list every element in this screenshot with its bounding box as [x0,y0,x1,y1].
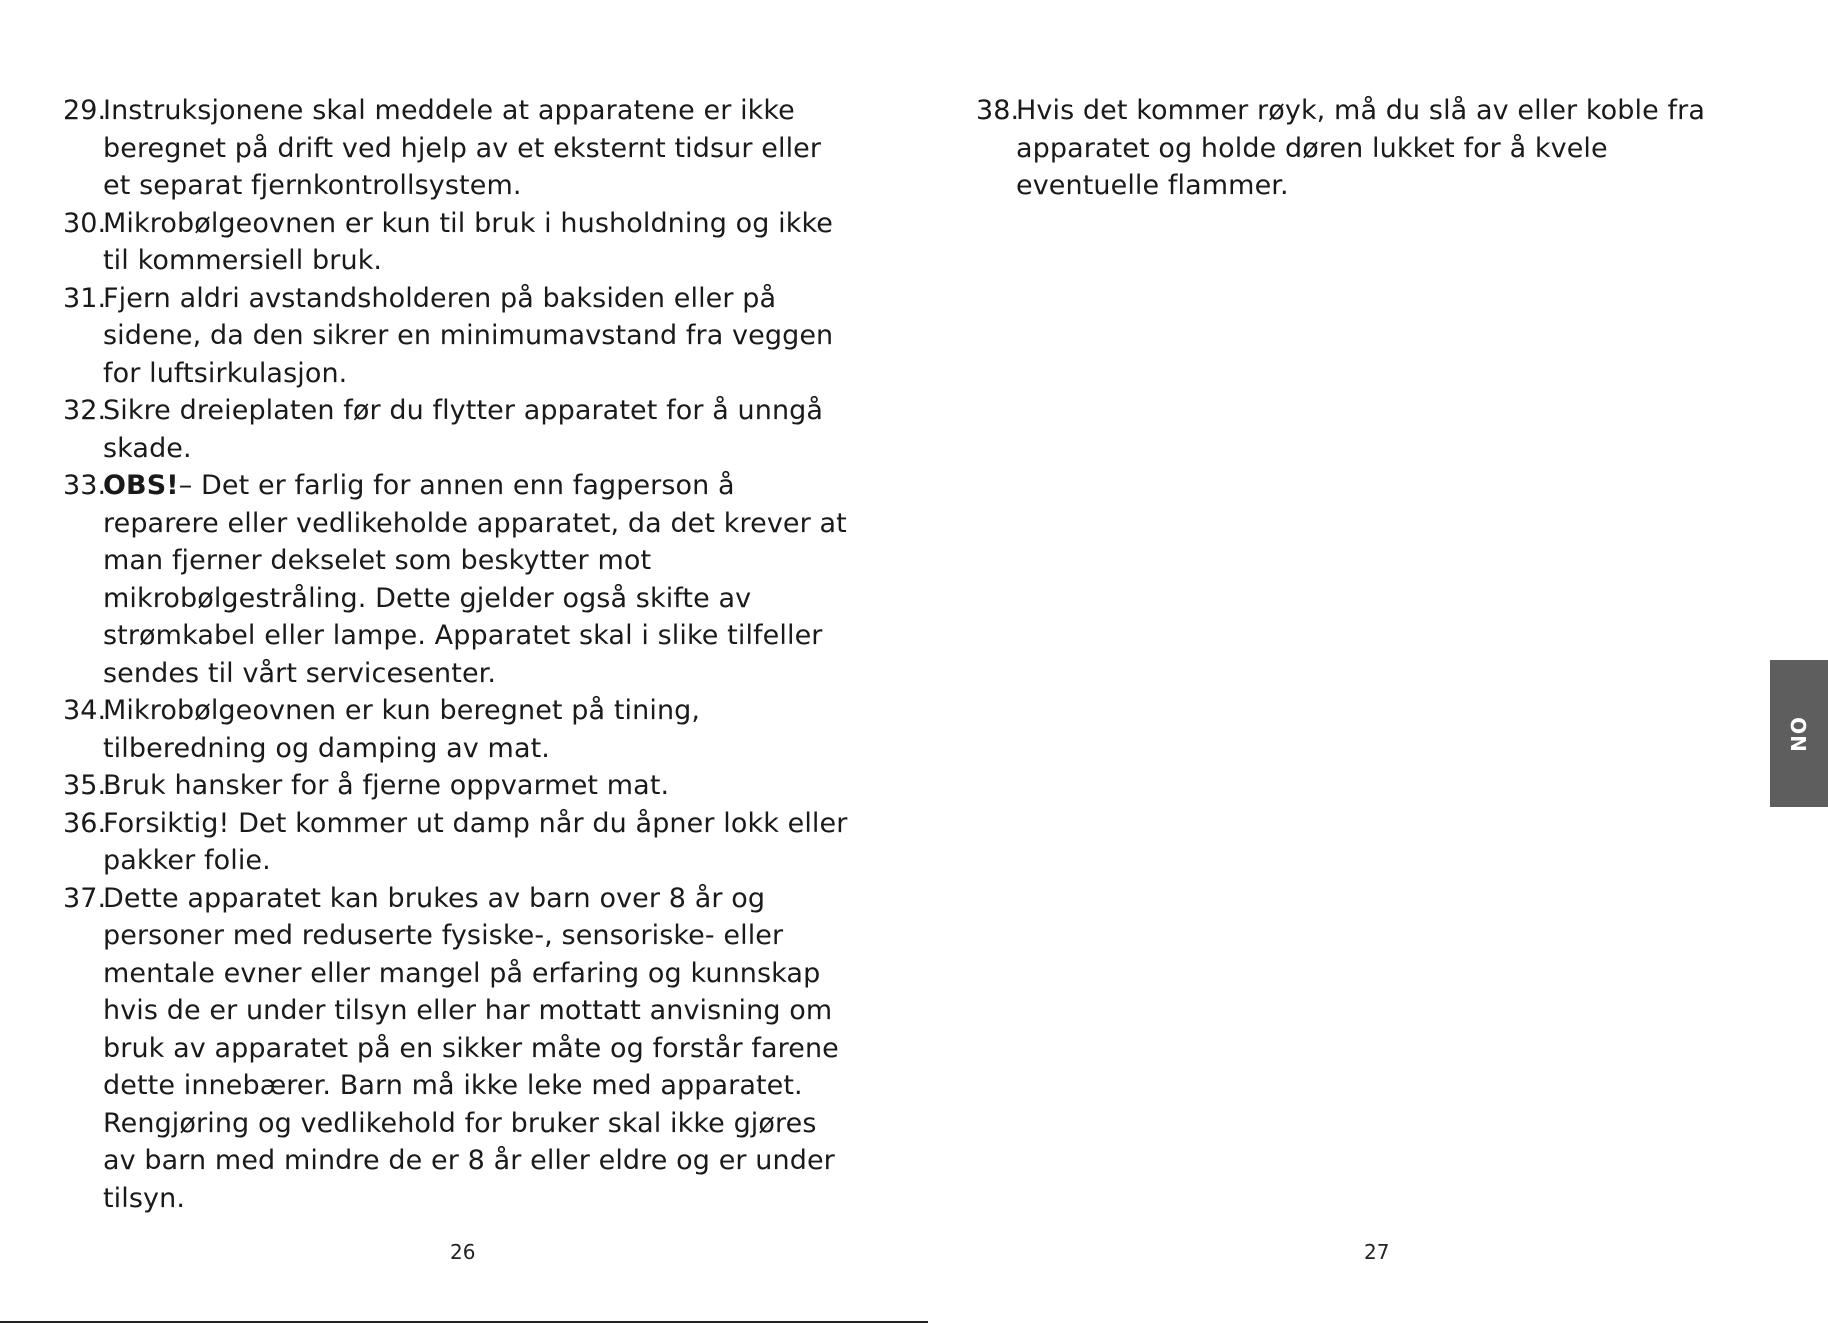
instruction-list-right [976,92,1736,205]
item-text-with-warning [103,467,853,692]
instruction-item-35 [63,767,853,805]
item-number: 36. [63,807,107,839]
bottom-divider [0,1321,928,1323]
item-number: 33. [63,470,107,501]
instruction-item-29 [63,92,853,205]
instruction-item-30 [63,205,853,280]
item-text: Mikrobølgeovnen er kun beregnet på tining, tilberedning og damping av mat. [103,695,701,764]
item-number: 35. [63,770,107,801]
page-number-left: 26 [450,1240,476,1264]
item-text: Dette apparatet kan brukes av barn over 8 år og personer med reduserte fysiske-, sensoriske- eller mentale evner eller mangel på erfaring og kunnskap hvis de er under tilsyn eller har mottatt anvisning om bruk av apparatet på en sikker måte og forstår farene dette innebærer. Barn må ikke leke med apparatet. Rengjøring og vedlikehold for bruker skal ikke gjøres av barn med mindre de er 8 år eller eldre og er under tilsyn. [103,882,839,1214]
instruction-item-31 [63,280,853,393]
obs-warning-label: OBS! [103,470,179,501]
item-text: – Det er farlig for annen enn fagperson å reparere eller vedlikeholde apparatet, da det krever at man fjerner dekselet som beskytter mot mikrobølgestråling. Dette gjelder også skifte av strømkabel eller lampe. Apparatet skal i slike tilfeller sendes til vårt servicesenter. [103,470,847,689]
item-text: Forsiktig! Det kommer ut damp når du åpner lokk eller pakker folie. [103,807,848,876]
instruction-list-left [63,92,853,1217]
item-text: Bruk hansker for å fjerne oppvarmet mat. [103,770,670,801]
item-text: Sikre dreieplaten før du flytter apparatet for å unngå skade. [103,395,824,464]
item-number: 31. [63,282,107,314]
instruction-item-32 [63,392,853,467]
item-number: 32. [63,395,107,426]
language-tab [1770,660,1828,807]
instruction-item-33 [63,467,853,692]
instruction-item-34 [63,692,853,767]
right-page [914,0,1828,1324]
item-text: Fjern aldri avstandsholderen på baksiden eller på sidene, da den sikrer en minimumavstand fra veggen for luftsirkulasjon. [103,282,834,389]
instruction-item-38 [976,92,1736,205]
page-number-right: 27 [1364,1240,1390,1264]
item-number: 29. [63,95,107,126]
instruction-item-36 [63,805,853,880]
instruction-item-37 [63,880,853,1218]
item-number: 37. [63,882,107,914]
item-text: Mikrobølgeovnen er kun til bruk i husholdning og ikke til kommersiell bruk. [103,207,833,276]
item-text: Hvis det kommer røyk, må du slå av eller koble fra apparatet og holde døren lukket for å kvele eventuelle flammer. [1016,95,1705,201]
item-text: Instruksjonene skal meddele at apparatene er ikke beregnet på drift ved hjelp av et eksternt tidsur eller et separat fjernkontrollsystem. [103,95,822,201]
item-number: 34. [63,695,107,726]
language-tab-label: NO [1787,715,1811,752]
item-number: 30. [63,207,107,239]
item-number: 38. [976,95,1020,126]
